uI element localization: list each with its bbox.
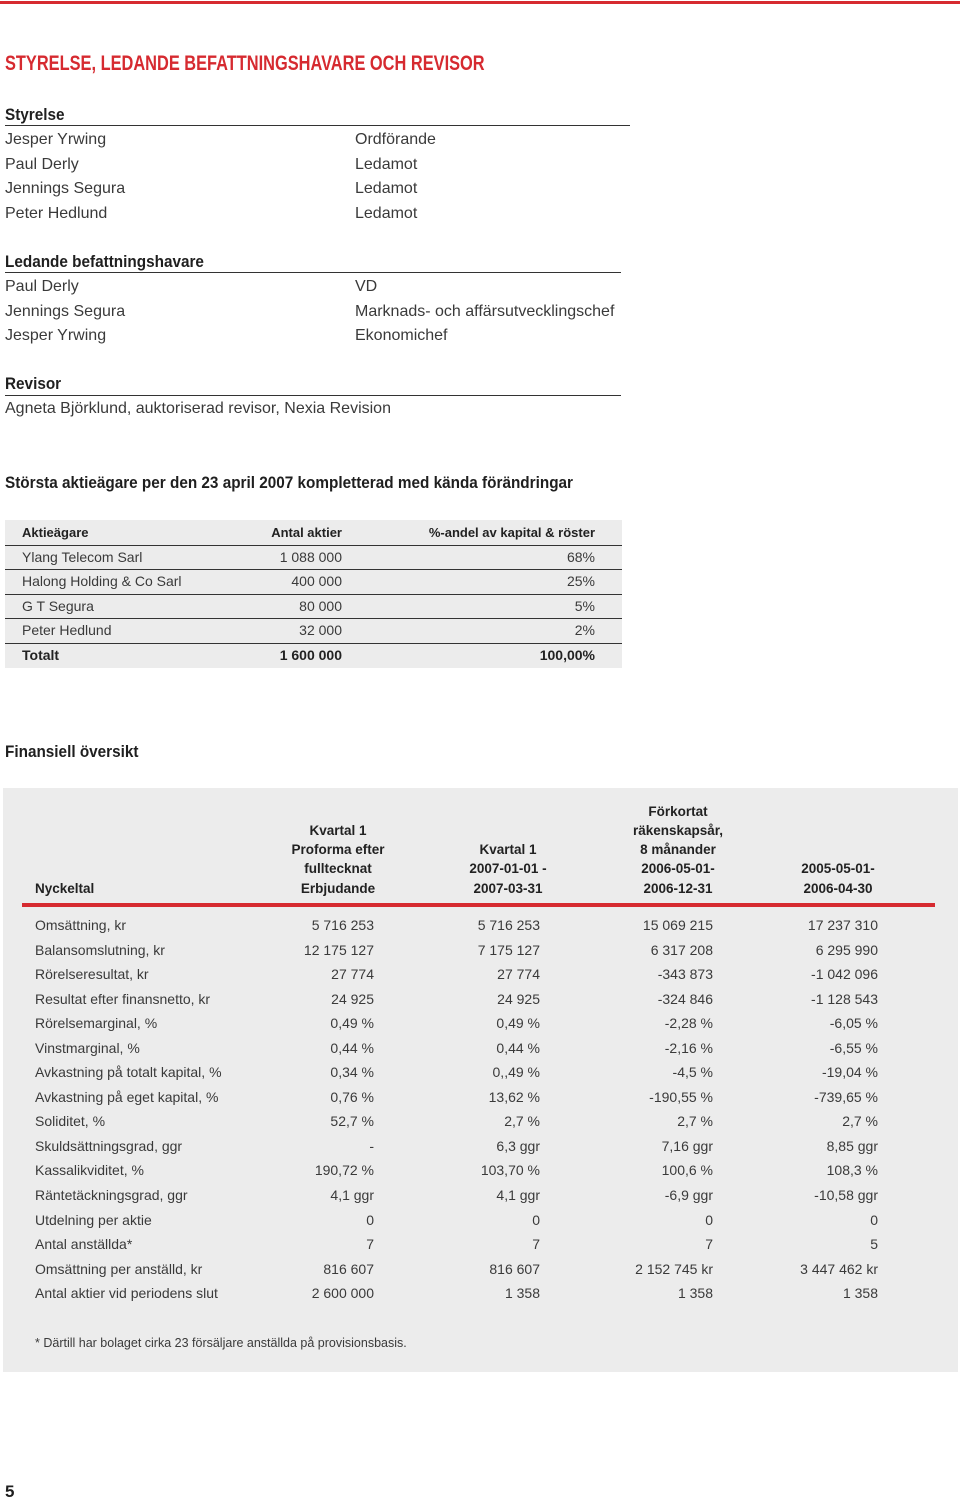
board-member bbox=[5, 177, 436, 202]
table-row bbox=[3, 1208, 878, 1233]
row-value: 190,72 % bbox=[314, 1162, 374, 1179]
row-value: -1 128 543 bbox=[811, 990, 878, 1007]
column-header-nyckeltal: Nyckeltal bbox=[35, 880, 95, 896]
page-number: 5 bbox=[5, 1482, 15, 1500]
row-value: 15 069 215 bbox=[642, 917, 713, 933]
row-value: 0,76 % bbox=[330, 1088, 374, 1105]
table-row bbox=[3, 1257, 878, 1282]
column-header-period bbox=[253, 821, 423, 898]
row-value: 4,1 ggr bbox=[330, 1187, 374, 1204]
member-role: Ekonomichef bbox=[355, 327, 448, 344]
member-role: Ordförande bbox=[355, 131, 436, 148]
board-member bbox=[5, 202, 436, 227]
column-header-period bbox=[753, 859, 923, 898]
row-value: 4,1 ggr bbox=[496, 1187, 540, 1204]
management-heading: Ledande befattningshavare bbox=[5, 252, 204, 271]
member-name: Peter Hedlund bbox=[5, 204, 108, 222]
member-name: Jesper Yrwing bbox=[5, 131, 107, 148]
column-header-line: Erbjudande bbox=[300, 880, 376, 896]
column-header-period bbox=[423, 840, 593, 898]
row-value: 12 175 127 bbox=[303, 941, 374, 958]
shareholder-percent: 68% bbox=[566, 548, 595, 565]
column-header-line: Proforma efter bbox=[291, 842, 385, 858]
table-row bbox=[3, 1085, 878, 1110]
member-name: Paul Derly bbox=[5, 278, 79, 295]
row-value: 27 774 bbox=[331, 966, 374, 983]
row-value: 2,7 % bbox=[504, 1113, 540, 1130]
member-role: VD bbox=[355, 278, 378, 295]
table-row bbox=[3, 1281, 878, 1306]
page-title: STYRELSE, LEDANDE BEFATTNINGSHAVARE OCH REVISOR bbox=[5, 52, 485, 75]
row-value: 6 295 990 bbox=[815, 941, 878, 958]
row-value: 6,3 ggr bbox=[496, 1137, 540, 1154]
row-value: 1 358 bbox=[677, 1285, 713, 1302]
row-value: -2,28 % bbox=[664, 1015, 713, 1032]
row-label: Räntetäckningsgrad, ggr bbox=[35, 1187, 188, 1204]
member-name: Jennings Segura bbox=[5, 302, 126, 320]
column-header-shares: Antal aktier bbox=[271, 525, 342, 540]
row-value: 5 716 253 bbox=[311, 917, 374, 933]
row-label: Rörelseresultat, kr bbox=[35, 966, 149, 983]
table-row bbox=[3, 1109, 878, 1134]
top-accent-bar bbox=[0, 1, 960, 4]
table-row bbox=[3, 962, 878, 987]
shareholder-shares: 80 000 bbox=[299, 597, 342, 614]
row-label: Antal anställda* bbox=[35, 1236, 133, 1253]
row-value: -6,05 % bbox=[829, 1015, 878, 1032]
column-header-line: Kvartal 1 bbox=[479, 842, 537, 858]
row-value: 100,6 % bbox=[661, 1162, 713, 1179]
auditor-heading: Revisor bbox=[5, 374, 62, 393]
row-label: Omsättning, kr bbox=[35, 917, 127, 933]
row-label: Rörelsemarginal, % bbox=[35, 1015, 158, 1032]
row-value: 0 bbox=[532, 1211, 540, 1228]
table-row bbox=[3, 1158, 878, 1183]
row-label: Kassalikviditet, % bbox=[35, 1162, 144, 1179]
shareholder-percent: 5% bbox=[574, 597, 595, 614]
row-value: 816 607 bbox=[489, 1260, 540, 1277]
management-member bbox=[5, 275, 614, 300]
row-value: -10,58 ggr bbox=[814, 1187, 878, 1204]
shareholder-shares: 32 000 bbox=[299, 622, 342, 638]
financial-table bbox=[3, 788, 958, 1372]
row-value: -190,55 % bbox=[649, 1088, 713, 1105]
total-percent: 100,00% bbox=[539, 646, 595, 663]
row-value: 6 317 208 bbox=[650, 941, 713, 958]
table-row bbox=[3, 1134, 878, 1159]
row-value: 27 774 bbox=[497, 966, 540, 983]
shareholder-row bbox=[5, 595, 622, 620]
board-heading: Styrelse bbox=[5, 105, 65, 124]
table-row bbox=[3, 913, 878, 938]
member-name: Jesper Yrwing bbox=[5, 327, 107, 344]
row-value: 2 152 745 kr bbox=[635, 1260, 713, 1277]
row-value: 816 607 bbox=[323, 1260, 374, 1277]
row-value: 103,70 % bbox=[480, 1162, 540, 1179]
shareholder-row bbox=[5, 546, 622, 571]
board-member bbox=[5, 128, 436, 153]
row-label: Vinstmarginal, % bbox=[35, 1039, 140, 1056]
row-label: Avkastning på eget kapital, % bbox=[35, 1088, 219, 1105]
row-value: -6,55 % bbox=[829, 1039, 878, 1056]
member-name: Paul Derly bbox=[5, 155, 79, 173]
row-value: -1 042 096 bbox=[811, 966, 878, 983]
row-value: 17 237 310 bbox=[807, 917, 878, 933]
row-value: 24 925 bbox=[497, 990, 540, 1007]
row-value: 108,3 % bbox=[826, 1162, 878, 1179]
table-row bbox=[3, 1036, 878, 1061]
shareholder-row bbox=[5, 619, 622, 644]
column-header-line: 2005-05-01- bbox=[801, 861, 875, 877]
table-row bbox=[3, 1060, 878, 1085]
member-name: Jennings Segura bbox=[5, 180, 126, 197]
member-role: Ledamot bbox=[355, 204, 418, 222]
column-header-line: Förkortat bbox=[648, 803, 708, 819]
shareholder-name: Ylang Telecom Sarl bbox=[22, 548, 143, 565]
row-value: 52,7 % bbox=[330, 1113, 374, 1130]
column-header-line: Kvartal 1 bbox=[309, 822, 367, 838]
board-list bbox=[5, 128, 436, 226]
shareholder-name: Halong Holding & Co Sarl bbox=[22, 573, 182, 589]
column-header-line: fulltecknat bbox=[304, 861, 372, 877]
shareholder-total-row bbox=[5, 644, 622, 669]
shareholder-name: Peter Hedlund bbox=[22, 622, 112, 638]
row-value: 13,62 % bbox=[488, 1088, 540, 1105]
row-value: 1 358 bbox=[504, 1285, 540, 1302]
column-header-line: räkenskapsår, bbox=[632, 822, 724, 838]
shareholder-shares: 400 000 bbox=[291, 573, 342, 589]
table-row bbox=[3, 1011, 878, 1036]
financial-table-body bbox=[3, 913, 878, 1306]
table-row bbox=[3, 938, 878, 963]
management-member bbox=[5, 300, 614, 325]
row-value: -343 873 bbox=[657, 966, 713, 983]
row-value: 2,7 % bbox=[842, 1113, 878, 1130]
management-member bbox=[5, 324, 614, 349]
member-role: Ledamot bbox=[355, 155, 418, 173]
row-label: Soliditet, % bbox=[35, 1113, 106, 1130]
row-value: 3 447 462 kr bbox=[800, 1260, 878, 1277]
board-rule bbox=[5, 125, 630, 126]
row-value: 0,49 % bbox=[330, 1015, 374, 1032]
financial-heading: Finansiell översikt bbox=[5, 742, 139, 761]
row-label: Antal aktier vid periodens slut bbox=[35, 1285, 218, 1302]
row-value: 2,7 % bbox=[677, 1113, 713, 1130]
shareholder-shares: 1 088 000 bbox=[279, 548, 342, 565]
row-value: -4,5 % bbox=[672, 1064, 713, 1081]
shareholder-row bbox=[5, 570, 622, 595]
table-header-row bbox=[5, 521, 622, 546]
column-header-line: 2006-05-01- bbox=[641, 861, 715, 877]
management-list bbox=[5, 275, 614, 349]
row-value: -739,65 % bbox=[814, 1088, 878, 1105]
row-label: Resultat efter finansnetto, kr bbox=[35, 990, 211, 1007]
row-value: 0 bbox=[870, 1211, 878, 1228]
row-value: - bbox=[369, 1137, 374, 1154]
column-header-line: 2007-03-31 bbox=[473, 880, 543, 896]
row-value: 24 925 bbox=[331, 990, 374, 1007]
row-value: 0,44 % bbox=[496, 1039, 540, 1056]
row-value: 7,16 ggr bbox=[661, 1137, 713, 1154]
column-header-line: 8 månander bbox=[640, 842, 716, 858]
row-label: Omsättning per anställd, kr bbox=[35, 1260, 203, 1277]
row-value: -19,04 % bbox=[821, 1064, 878, 1081]
column-header-line: 2006-04-30 bbox=[803, 880, 873, 896]
table-row bbox=[3, 1232, 878, 1257]
row-value: -2,16 % bbox=[664, 1039, 713, 1056]
shareholders-heading: Största aktieägare per den 23 april 2007 kompletterad med kända förändringar bbox=[5, 473, 574, 492]
row-value: -6,9 ggr bbox=[664, 1187, 713, 1204]
column-header-line: 2006-12-31 bbox=[643, 880, 713, 896]
row-value: 7 bbox=[366, 1236, 374, 1253]
row-value: 7 bbox=[705, 1236, 713, 1253]
row-value: 2 600 000 bbox=[311, 1285, 374, 1302]
column-header-percent: %-andel av kapital & röster bbox=[428, 525, 595, 540]
member-role: Marknads- och affärsutvecklingschef bbox=[355, 302, 615, 320]
footnote: * Därtill har bolaget cirka 23 försäljare anställda på provisionsbasis. bbox=[35, 1336, 407, 1350]
column-header-period bbox=[593, 802, 763, 898]
auditor-list bbox=[5, 397, 391, 422]
shareholder-rows bbox=[5, 546, 622, 644]
row-label: Utdelning per aktie bbox=[35, 1211, 152, 1228]
header-divider bbox=[22, 903, 935, 907]
board-member bbox=[5, 153, 436, 178]
row-label: Balansomslutning, kr bbox=[35, 941, 165, 958]
row-value: 0,44 % bbox=[330, 1039, 374, 1056]
table-row bbox=[3, 987, 878, 1012]
row-value: 0,34 % bbox=[330, 1064, 374, 1081]
row-value: 5 bbox=[870, 1236, 878, 1253]
row-value: 0 bbox=[705, 1211, 713, 1228]
shareholder-percent: 2% bbox=[574, 622, 595, 638]
member-role: Ledamot bbox=[355, 180, 418, 197]
auditor-text: Agneta Björklund, auktoriserad revisor, Nexia Revision bbox=[5, 400, 391, 417]
row-value: 5 716 253 bbox=[477, 917, 540, 933]
management-rule bbox=[5, 272, 621, 273]
row-value: 8,85 ggr bbox=[826, 1137, 878, 1154]
shareholder-percent: 25% bbox=[566, 573, 595, 589]
total-label: Totalt bbox=[22, 646, 60, 663]
row-value: 1 358 bbox=[842, 1285, 878, 1302]
row-value: 7 bbox=[532, 1236, 540, 1253]
table-row bbox=[3, 1183, 878, 1208]
financial-table-header bbox=[3, 800, 958, 898]
row-label: Avkastning på totalt kapital, % bbox=[35, 1064, 222, 1081]
row-value: -324 846 bbox=[657, 990, 713, 1007]
auditor-rule bbox=[5, 395, 621, 396]
row-value: 7 175 127 bbox=[477, 941, 540, 958]
total-shares: 1 600 000 bbox=[279, 646, 342, 663]
row-label: Skuldsättningsgrad, ggr bbox=[35, 1137, 183, 1154]
row-value: 0,,49 % bbox=[492, 1064, 540, 1081]
shareholders-table bbox=[5, 520, 622, 668]
row-value: 0,49 % bbox=[496, 1015, 540, 1032]
shareholder-name: G T Segura bbox=[22, 597, 94, 614]
column-header-name: Aktieägare bbox=[22, 525, 89, 540]
row-value: 0 bbox=[366, 1211, 374, 1228]
column-header-line: 2007-01-01 - bbox=[469, 861, 547, 877]
